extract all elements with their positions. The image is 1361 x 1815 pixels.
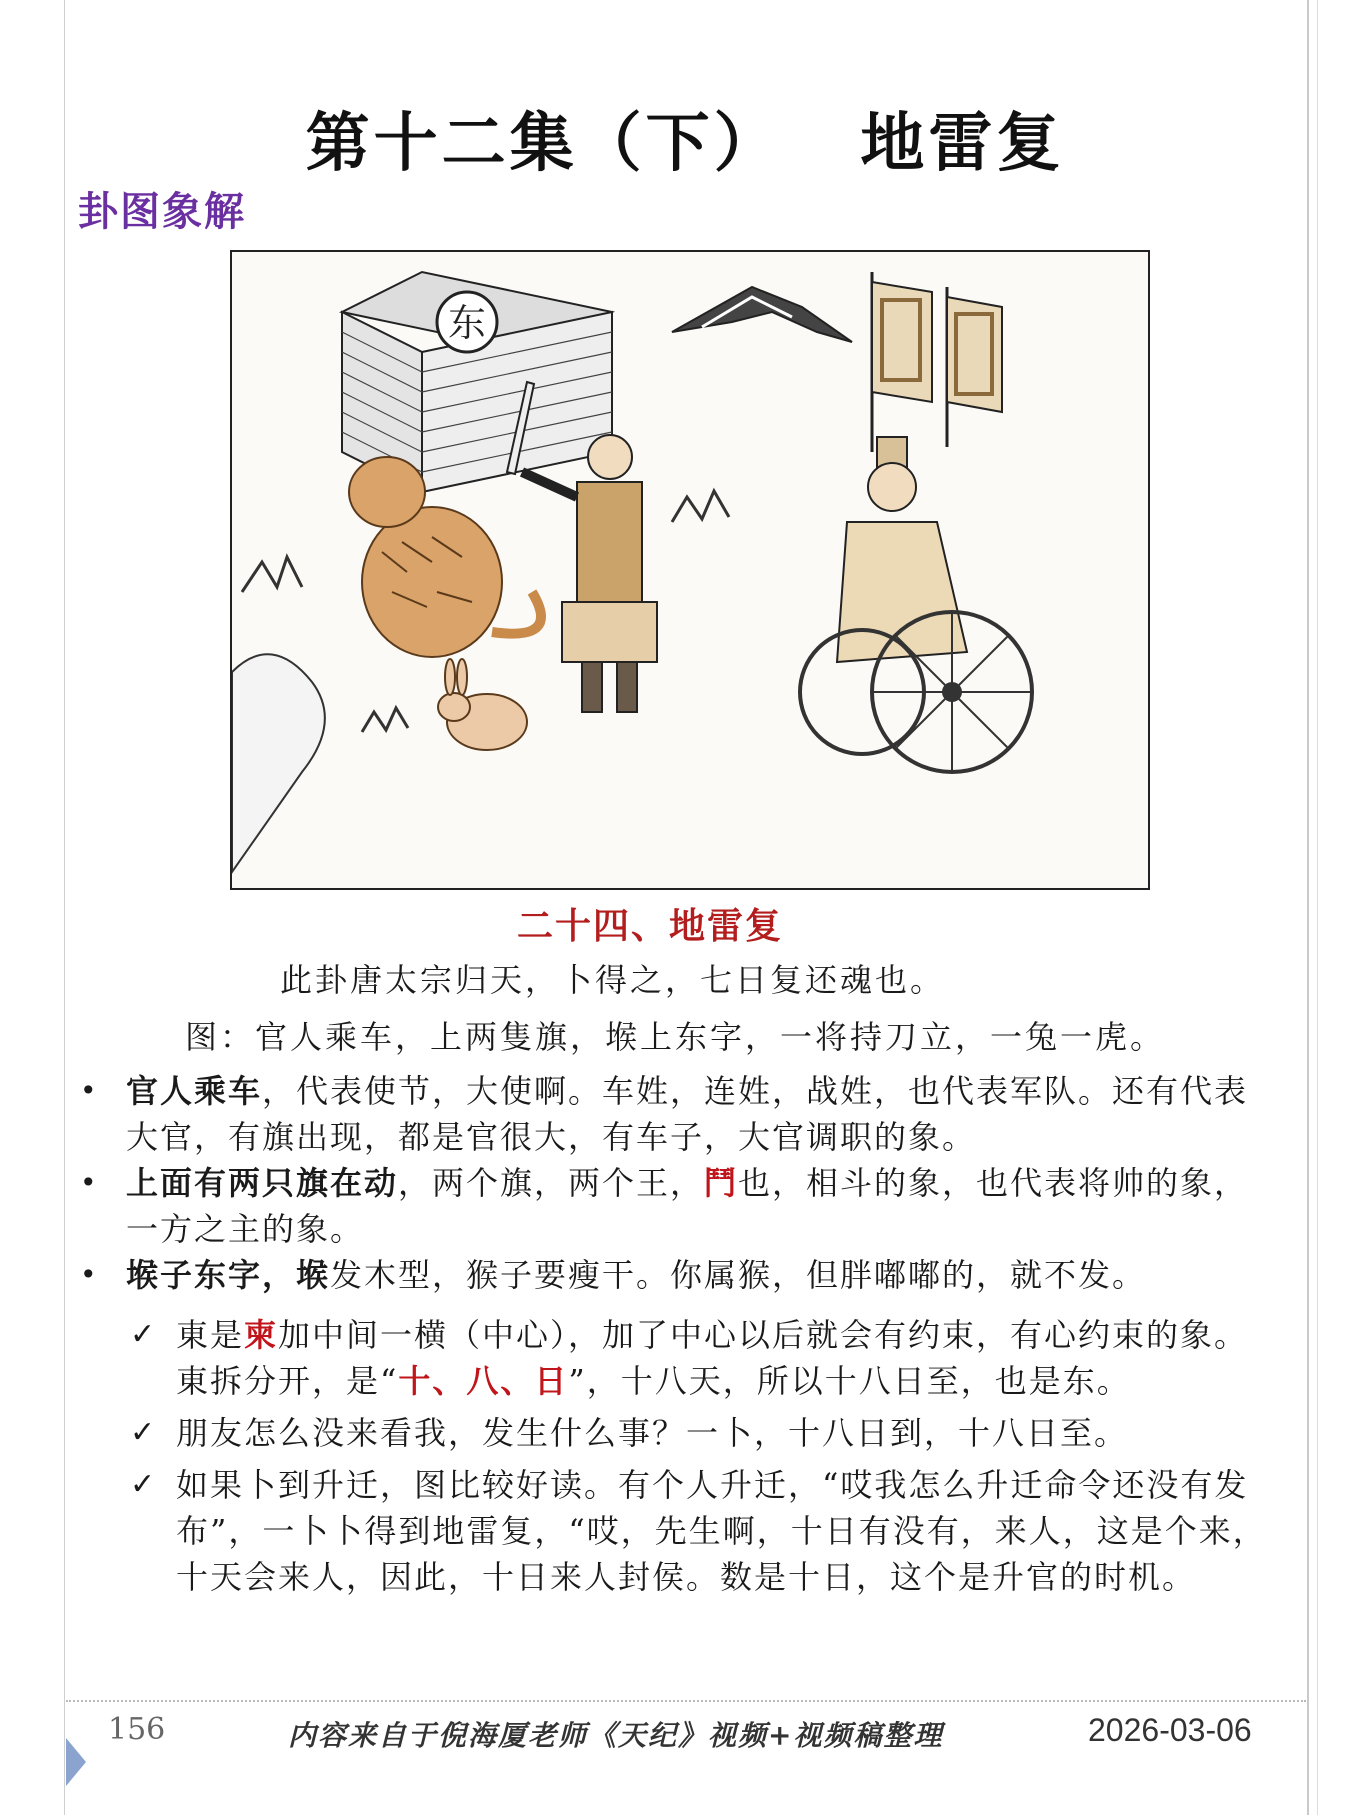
section-heading: 卦图象解 xyxy=(78,188,246,235)
bullet-item xyxy=(80,1068,1260,1160)
quote-line-2: 图：官人乘车，上两隻旗，堠上东字，一将持刀立，一兔一虎。 xyxy=(185,1018,1166,1056)
footer-date: 2026-03-06 xyxy=(1088,1712,1252,1748)
bullet-item xyxy=(80,1160,1260,1252)
page-title: 第十二集（下） 地雷复 xyxy=(305,106,1065,181)
bullet-separator: ， xyxy=(262,1256,297,1294)
bullet-highlight: 鬥 xyxy=(704,1164,739,1202)
footer-divider xyxy=(66,1700,1306,1702)
check-item xyxy=(130,1410,1270,1456)
bullet-item xyxy=(80,1252,1260,1298)
bullet-text: 也，相斗的象，也代表将帅的象，一方之主的象。 xyxy=(126,1164,1249,1248)
check-item xyxy=(130,1462,1270,1600)
sign-character: 东 xyxy=(447,301,487,345)
check-list xyxy=(130,1312,1270,1606)
check-text: 加中间一横（中心），加了中心以后就会有约束，有心约束的象。東拆分开，是“ xyxy=(176,1316,1249,1400)
check-highlight: 柬 xyxy=(244,1316,279,1354)
bullet-dot-icon: • xyxy=(80,1074,99,1107)
checkmark-icon: ✓ xyxy=(130,1415,158,1450)
flags-drawing xyxy=(872,272,1002,452)
bullet-keyword: 堠子东字 xyxy=(126,1256,263,1294)
quote-line-1: 此卦唐太宗归天，卜得之，七日复还魂也。 xyxy=(280,961,946,999)
page-number: 156 xyxy=(108,1712,166,1747)
page-arrow-icon xyxy=(66,1738,86,1786)
mountain-drawing xyxy=(672,287,852,342)
bullet-keyword: 官人乘车 xyxy=(126,1072,263,1110)
checkmark-icon: ✓ xyxy=(130,1317,158,1352)
check-highlight: 十、八、日 xyxy=(398,1362,569,1400)
bullet-keyword: 堠 xyxy=(296,1256,331,1294)
bullet-text: ，两个旗，两个王， xyxy=(398,1164,705,1202)
check-item xyxy=(130,1312,1270,1404)
hexagram-illustration xyxy=(230,250,1150,890)
checkmark-icon: ✓ xyxy=(130,1467,158,1502)
illustration-caption: 二十四、地雷复 xyxy=(516,905,783,947)
check-text: 如果卜到升迁，图比较好读。有个人升迁，“哎我怎么升迁命令还没有发布”，一卜卜得到地雷复，“哎，先生啊，十日有没有，来人，这是个来，十天会来人，因此，十日来人封侯。数是十日，这个是升官的时机。 xyxy=(176,1466,1267,1596)
bullet-keyword: 上面有两只旗在动 xyxy=(126,1164,399,1202)
illustration-drawing xyxy=(232,252,1148,888)
bullet-text: 发木型，猴子要瘦干。你属猴，但胖嘟嘟的，就不发。 xyxy=(330,1256,1147,1294)
bullet-text: ，代表使节，大使啊。车姓，连姓，战姓，也代表军队。还有代表大官，有旗出现，都是官很大，有车子，大官调职的象。 xyxy=(126,1072,1249,1156)
page-border-right xyxy=(1307,0,1309,1815)
check-text: ”，十八天，所以十八日至，也是东。 xyxy=(568,1362,1131,1400)
page-border-right-inner xyxy=(1317,0,1318,1815)
bullet-dot-icon: • xyxy=(80,1258,99,1291)
official-chariot-drawing xyxy=(800,437,1032,772)
check-text: 東是 xyxy=(176,1316,245,1354)
page-border-left xyxy=(64,0,65,1815)
bullet-dot-icon: • xyxy=(80,1166,99,1199)
footer-source: 内容来自于倪海厦老师《天纪》视频+视频稿整理 xyxy=(288,1719,944,1752)
check-text: 朋友怎么没来看我，发生什么事？一卜，十八日到，十八日至。 xyxy=(176,1414,1129,1452)
rabbit-drawing xyxy=(438,659,527,750)
bullet-list xyxy=(80,1068,1260,1298)
